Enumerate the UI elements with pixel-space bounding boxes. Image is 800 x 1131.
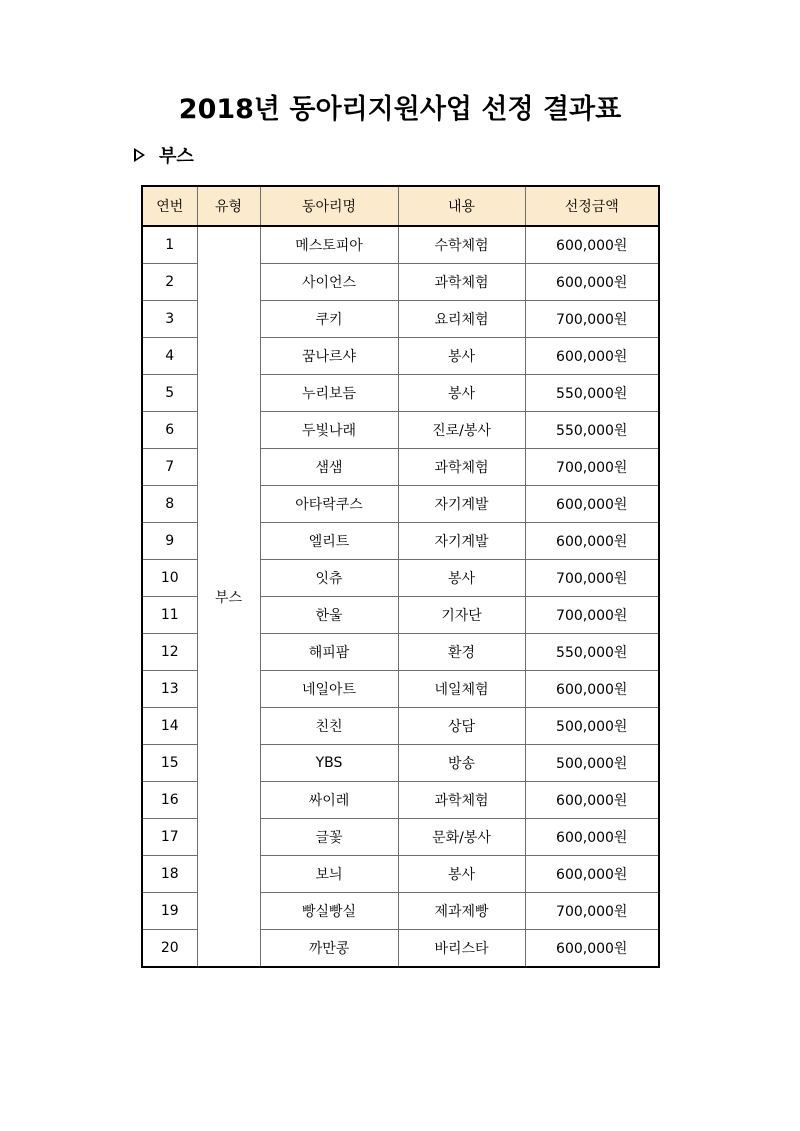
cell-content: 진로/봉사: [398, 412, 525, 449]
cell-content: 과학체험: [398, 782, 525, 819]
cell-amount: 600,000원: [525, 338, 659, 375]
cell-no: 6: [142, 412, 197, 449]
table-header: [142, 186, 659, 226]
cell-content: 방송: [398, 745, 525, 782]
cell-amount: 600,000원: [525, 523, 659, 560]
header-content: 내용: [398, 186, 525, 226]
cell-no: 5: [142, 375, 197, 412]
cell-club: 아타락쿠스: [260, 486, 398, 523]
cell-amount: 700,000원: [525, 449, 659, 486]
cell-no: 3: [142, 301, 197, 338]
cell-club: 샘샘: [260, 449, 398, 486]
cell-club: YBS: [260, 745, 398, 782]
cell-content: 수학체험: [398, 226, 525, 264]
cell-content: 제과제빵: [398, 893, 525, 930]
cell-amount: 600,000원: [525, 819, 659, 856]
cell-club: 친친: [260, 708, 398, 745]
cell-club: 사이언스: [260, 264, 398, 301]
cell-club: 글꽃: [260, 819, 398, 856]
cell-content: 자기계발: [398, 486, 525, 523]
section-heading: [134, 143, 194, 167]
cell-no: 1: [142, 226, 197, 264]
header-no: 연번: [142, 186, 197, 226]
cell-content: 네일체험: [398, 671, 525, 708]
cell-club: 한울: [260, 597, 398, 634]
cell-type: 부스: [197, 226, 260, 967]
cell-no: 18: [142, 856, 197, 893]
cell-club: 꿈나르샤: [260, 338, 398, 375]
cell-club: 잇츄: [260, 560, 398, 597]
cell-no: 16: [142, 782, 197, 819]
cell-no: 13: [142, 671, 197, 708]
cell-no: 20: [142, 930, 197, 968]
cell-no: 4: [142, 338, 197, 375]
cell-content: 과학체험: [398, 449, 525, 486]
table-body: [142, 226, 659, 967]
cell-no: 8: [142, 486, 197, 523]
cell-amount: 600,000원: [525, 486, 659, 523]
selection-result-table: [141, 185, 660, 968]
section-heading-label: 부스: [159, 146, 194, 167]
cell-content: 과학체험: [398, 264, 525, 301]
cell-content: 환경: [398, 634, 525, 671]
table-header-row: [142, 186, 659, 226]
table-row: [142, 226, 659, 264]
cell-amount: 700,000원: [525, 301, 659, 338]
cell-content: 요리체험: [398, 301, 525, 338]
cell-no: 19: [142, 893, 197, 930]
cell-no: 17: [142, 819, 197, 856]
cell-club: 네일아트: [260, 671, 398, 708]
cell-no: 15: [142, 745, 197, 782]
cell-club: 해피팜: [260, 634, 398, 671]
page-title: 2018년 동아리지원사업 선정 결과표: [178, 94, 622, 125]
cell-no: 9: [142, 523, 197, 560]
header-club: 동아리명: [260, 186, 398, 226]
cell-club: 쿠키: [260, 301, 398, 338]
cell-content: 상담: [398, 708, 525, 745]
cell-no: 12: [142, 634, 197, 671]
cell-content: 바리스타: [398, 930, 525, 968]
cell-content: 기자단: [398, 597, 525, 634]
cell-amount: 600,000원: [525, 671, 659, 708]
cell-amount: 500,000원: [525, 708, 659, 745]
cell-club: 까만콩: [260, 930, 398, 968]
header-amount: 선정금액: [525, 186, 659, 226]
cell-no: 14: [142, 708, 197, 745]
cell-amount: 550,000원: [525, 634, 659, 671]
cell-amount: 600,000원: [525, 856, 659, 893]
cell-club: 엘리트: [260, 523, 398, 560]
cell-no: 2: [142, 264, 197, 301]
cell-amount: 600,000원: [525, 930, 659, 968]
cell-amount: 550,000원: [525, 412, 659, 449]
triangle-bullet-icon: [134, 148, 145, 162]
cell-content: 봉사: [398, 560, 525, 597]
cell-amount: 500,000원: [525, 745, 659, 782]
cell-club: 메스토피아: [260, 226, 398, 264]
cell-amount: 700,000원: [525, 597, 659, 634]
cell-no: 7: [142, 449, 197, 486]
cell-amount: 550,000원: [525, 375, 659, 412]
cell-club: 보늬: [260, 856, 398, 893]
cell-club: 두빛나래: [260, 412, 398, 449]
cell-content: 자기계발: [398, 523, 525, 560]
cell-no: 11: [142, 597, 197, 634]
cell-amount: 700,000원: [525, 560, 659, 597]
cell-club: 빵실빵실: [260, 893, 398, 930]
cell-content: 봉사: [398, 856, 525, 893]
cell-amount: 600,000원: [525, 226, 659, 264]
cell-content: 봉사: [398, 375, 525, 412]
cell-content: 봉사: [398, 338, 525, 375]
cell-content: 문화/봉사: [398, 819, 525, 856]
header-type: 유형: [197, 186, 260, 226]
cell-amount: 600,000원: [525, 264, 659, 301]
cell-no: 10: [142, 560, 197, 597]
cell-amount: 700,000원: [525, 893, 659, 930]
cell-club: 싸이레: [260, 782, 398, 819]
cell-amount: 600,000원: [525, 782, 659, 819]
cell-club: 누리보듬: [260, 375, 398, 412]
